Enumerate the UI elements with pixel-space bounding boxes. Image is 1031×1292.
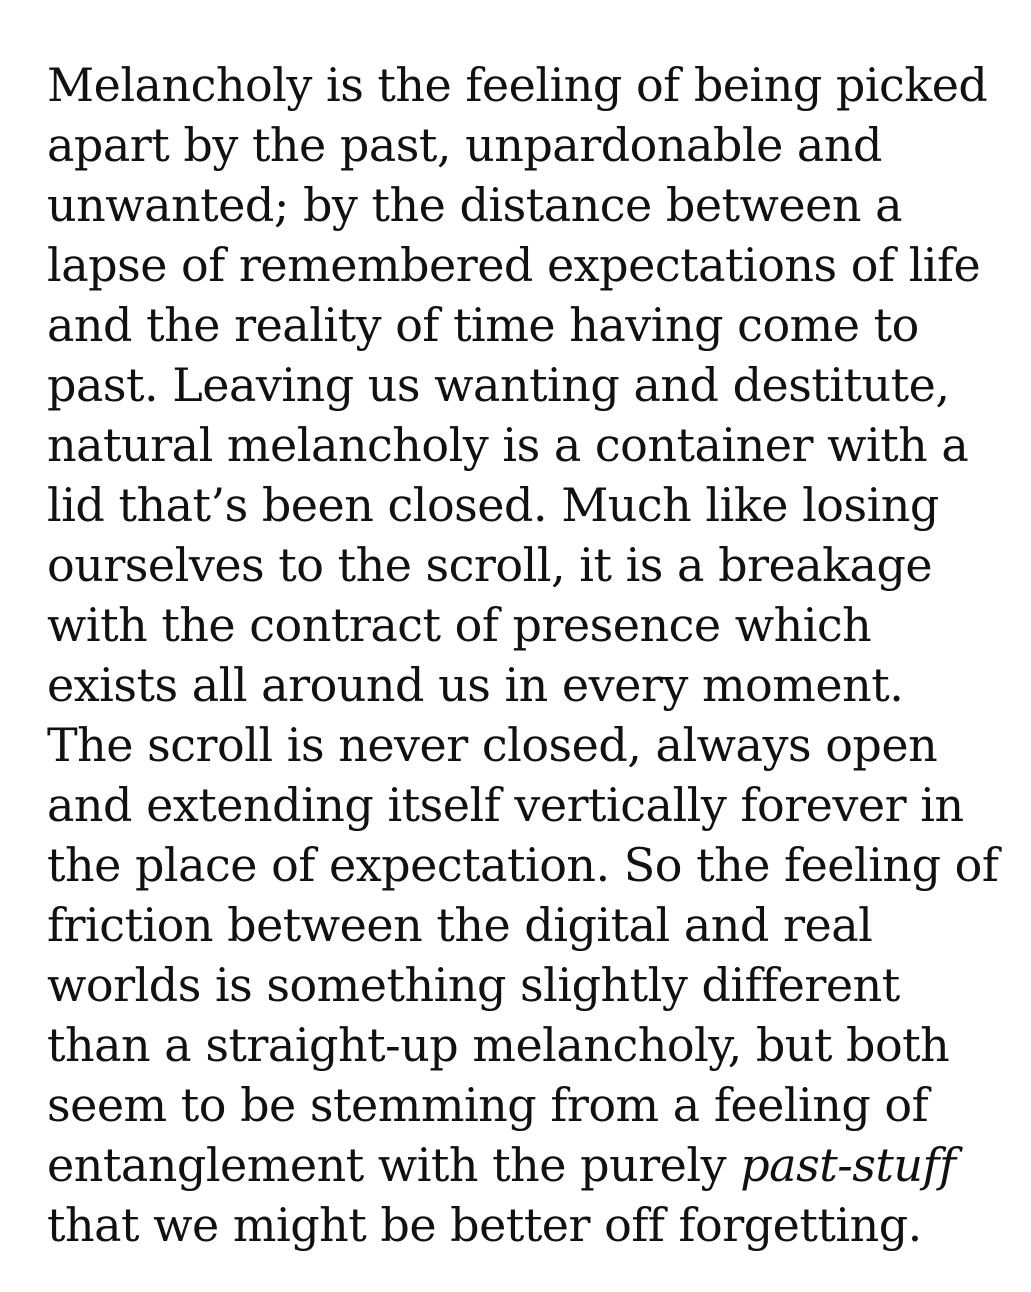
text-line: ourselves to the scroll, it is a breakage <box>47 538 933 592</box>
text-line: unwanted; by the distance between a <box>47 178 903 232</box>
text-line: than a straight-up melancholy, but both <box>47 1018 950 1072</box>
text-line: that we might be better off forgetting. <box>47 1198 922 1252</box>
text-line: Melancholy is the feeling of being picked <box>47 58 988 112</box>
text-line: natural melancholy is a container with a <box>47 418 969 472</box>
text-passage <box>47 55 1007 1255</box>
text-line: the place of expectation. So the feeling of <box>47 838 999 892</box>
text-line: lid that’s been closed. Much like losing <box>47 478 939 532</box>
text-line: apart by the past, unpardonable and <box>47 118 882 172</box>
text-segment: entanglement with the purely <box>47 1138 741 1192</box>
text-line: friction between the digital and real <box>47 898 873 952</box>
emphasized-text: past-stuff <box>740 1138 956 1192</box>
text-line-with-emphasis <box>47 1135 1007 1195</box>
text-line: lapse of remembered expectations of life <box>47 238 981 292</box>
text-line: and extending itself vertically forever in <box>47 778 964 832</box>
text-line: exists all around us in every moment. <box>47 658 904 712</box>
text-line: The scroll is never closed, always open <box>47 718 938 772</box>
text-line: worlds is something slightly different <box>47 958 900 1012</box>
text-line: seem to be stemming from a feeling of <box>47 1078 929 1132</box>
text-line: and the reality of time having come to <box>47 298 919 352</box>
text-line: past. Leaving us wanting and destitute, <box>47 358 950 412</box>
text-line: with the contract of presence which <box>47 598 872 652</box>
